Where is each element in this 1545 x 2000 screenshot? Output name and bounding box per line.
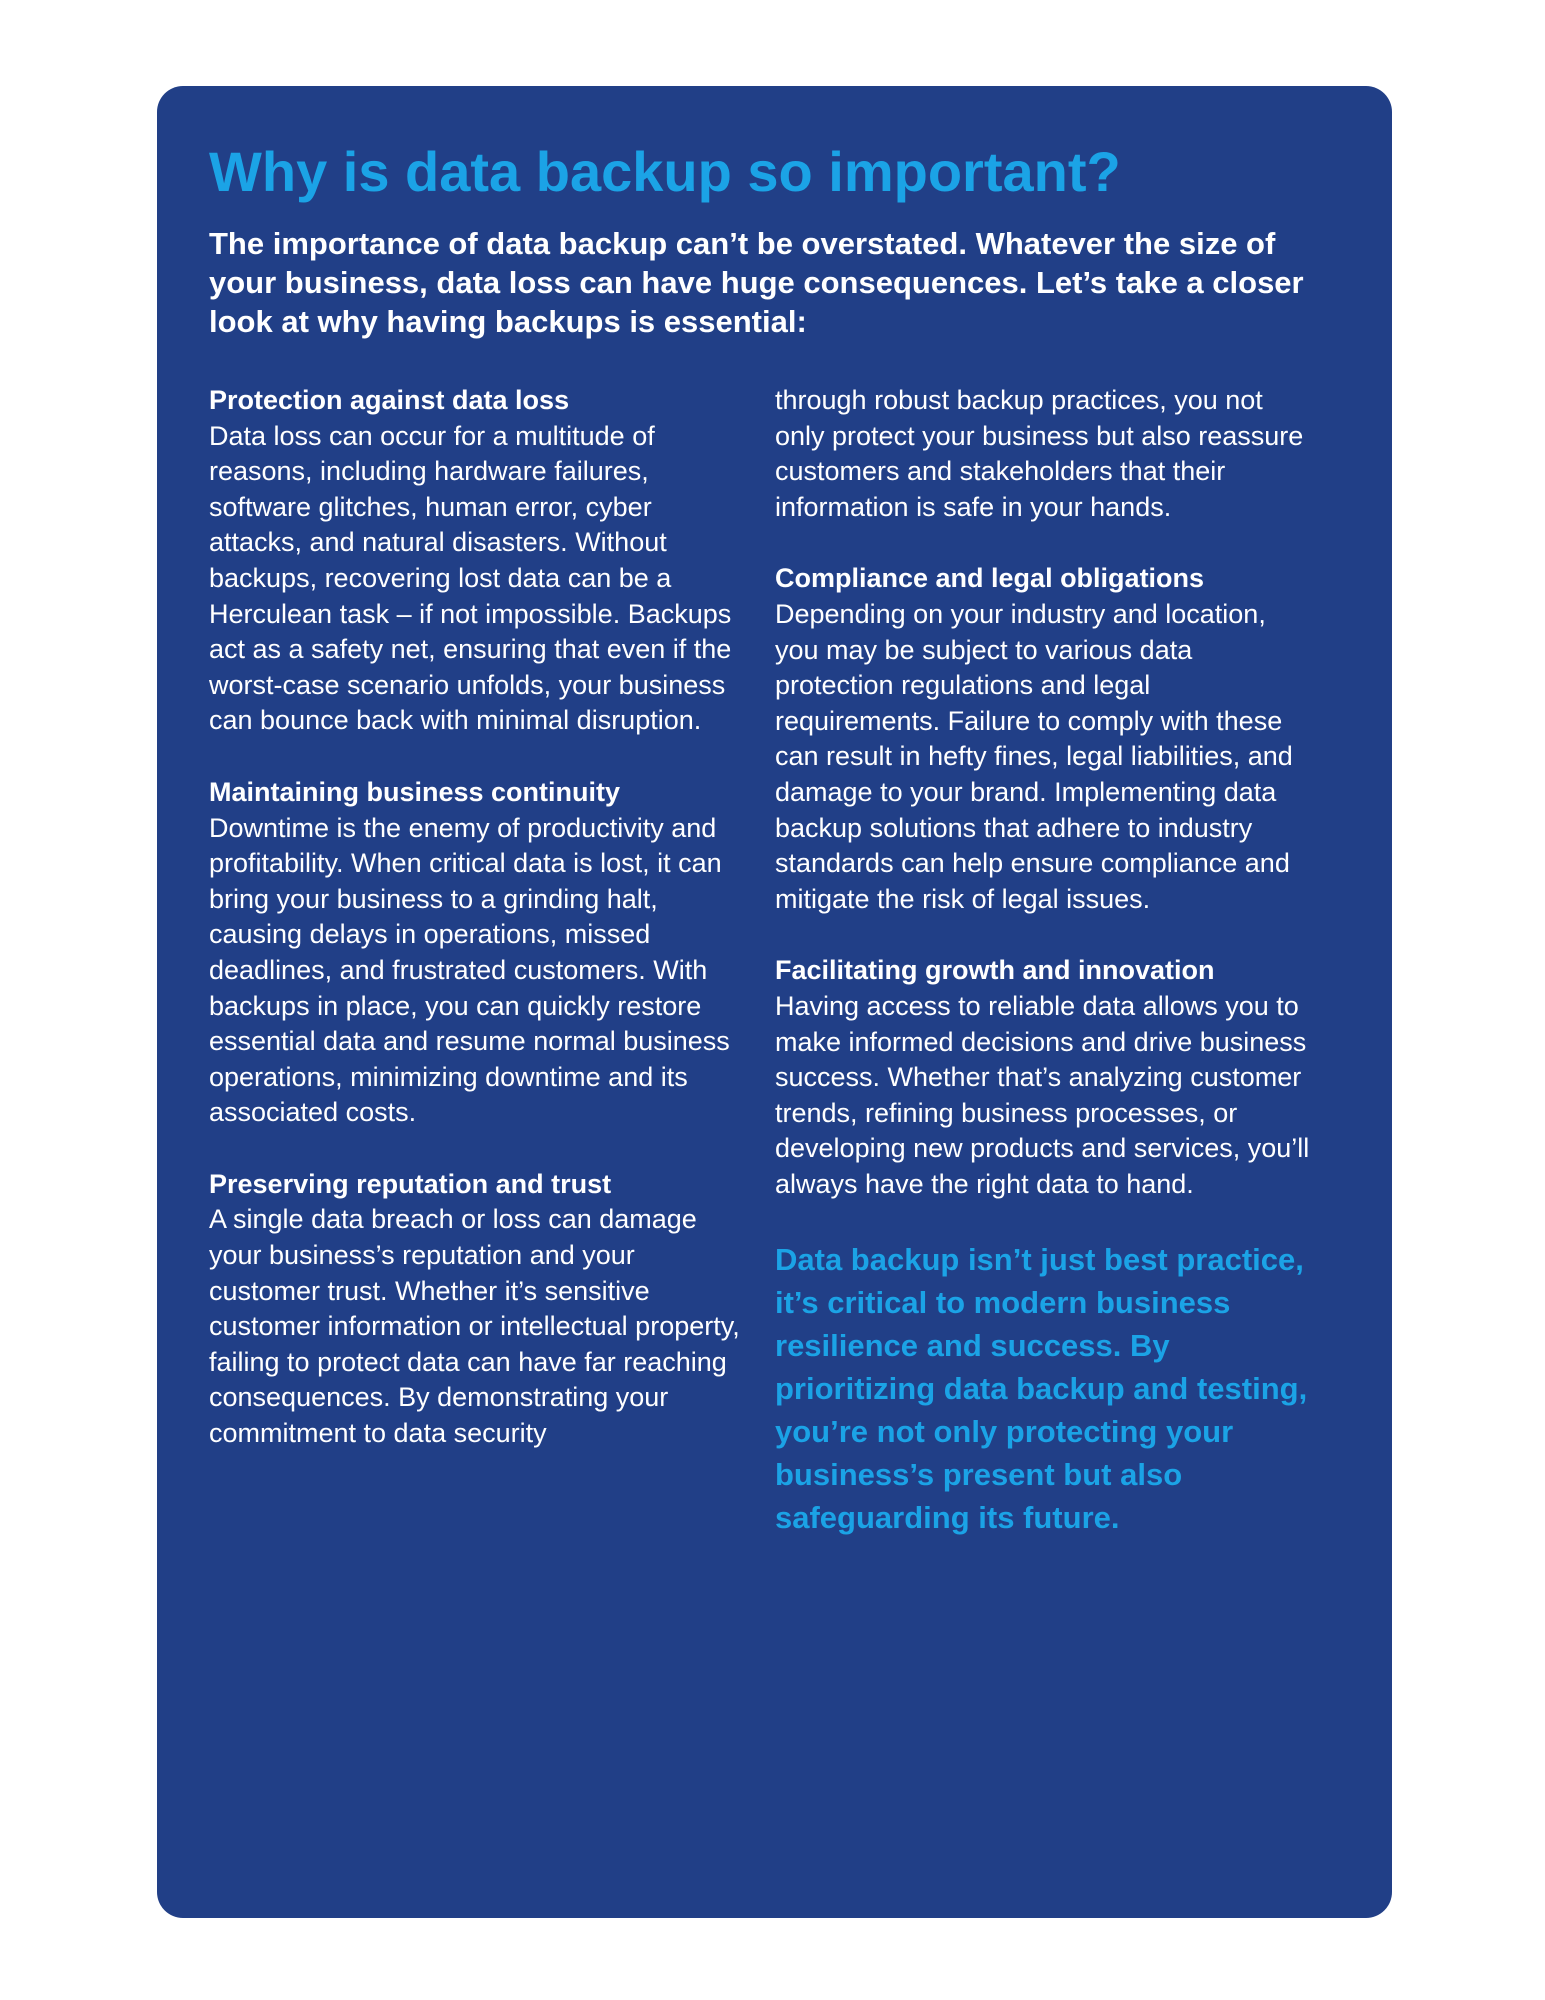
section-body: Having access to reliable data allows you to make informed decisions and drive business success. Whether that’s analyzing customer trends, refining business processes, or developing new products and services, you’ll always have the right data to hand. xyxy=(775,990,1310,1199)
section-body: Depending on your industry and location, you may be subject to various data protection regulations and legal requirements. Failure to comply with these can result in hefty fines, legal liabilities, and damage to your brand. Implementing data backup solutions that adhere to industry standards can help ensure compliance and mitigate the risk of legal issues. xyxy=(775,598,1293,914)
right-column xyxy=(775,383,1315,1539)
callout-quote: Data backup isn’t just best practice, it’s critical to modern business resilience and success. By prioritizing data backup and testing, you’re not only protecting your business’s present but also safeguarding its future. xyxy=(775,1242,1308,1536)
section-heading: Compliance and legal obligations xyxy=(775,563,1205,594)
content-panel xyxy=(157,86,1392,1918)
page-title: Why is data backup so important? xyxy=(209,140,1121,203)
section-protection xyxy=(209,383,749,739)
left-column xyxy=(209,383,749,1488)
intro-paragraph: The importance of data backup can’t be overstated. Whatever the size of your business, data loss can have huge consequences. Let’s take a closer look at why having backups is essential: xyxy=(209,226,1304,339)
section-heading: Facilitating growth and innovation xyxy=(775,955,1215,986)
section-heading: Maintaining business continuity xyxy=(209,776,621,807)
section-growth xyxy=(775,953,1315,1202)
section-compliance xyxy=(775,561,1315,917)
section-heading: Protection against data loss xyxy=(209,385,570,415)
section-body: A single data breach or loss can damage your business’s reputation and your customer trust. Whether it’s sensitive customer information or intellectual property, failing to protect data can have far reaching consequences. By demonstrating your commitment to data security xyxy=(209,1204,740,1449)
section-continuity xyxy=(209,775,749,1131)
section-reputation xyxy=(209,1167,749,1452)
section-body: Downtime is the enemy of productivity and profitability. When critical data is lost, it can bring your business to a grinding halt, causing delays in operations, missed deadlines, and frustrated customers. With backups in place, you can quickly restore essential data and resume normal business operations, minimizing downtime and its associated costs. xyxy=(209,812,730,1128)
section-heading: Preserving reputation and trust xyxy=(209,1168,612,1199)
section-body: Data loss can occur for a multitude of reasons, including hardware failures, software glitches, human error, cyber attacks, and natural disasters. Without backups, recovering lost data can be a Herculean task – if not impossible. Backups act as a safety net, ensuring that even if the worst-case scenario unfolds, your business can bounce back with minimal disruption. xyxy=(209,420,732,736)
section-body-continuation: through robust backup practices, you not only protect your business but also reassure customers and stakeholders that their information is safe in your hands. xyxy=(775,385,1304,522)
